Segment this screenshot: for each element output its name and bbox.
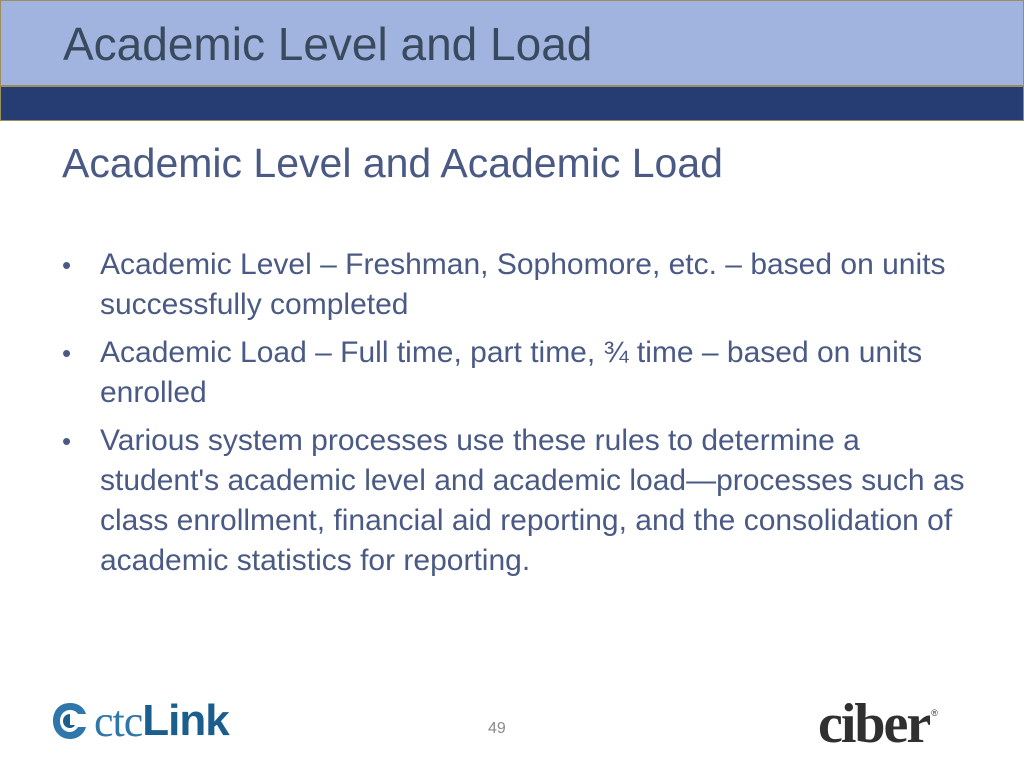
slide-title: Academic Level and Load (63, 18, 593, 70)
bullet-text: Academic Level – Freshman, Sophomore, etc. – based on units successfully completed (100, 248, 946, 321)
bullet-icon: • (62, 426, 72, 456)
ciber-logo (818, 692, 938, 755)
bullet-item (62, 333, 967, 413)
bullet-item (62, 245, 967, 325)
title-accent-bar (0, 85, 1024, 121)
bullet-icon: • (62, 250, 72, 280)
registered-mark: ® (931, 708, 938, 718)
ctclink-logo-prefix: ctc (94, 696, 143, 746)
bullet-list (62, 245, 967, 589)
bullet-text: Academic Load – Full time, part time, ¾ time – based on units enrolled (100, 336, 923, 409)
ciber-logo-text: ciber (818, 693, 930, 755)
slide-subtitle: Academic Level and Academic Load (62, 140, 723, 186)
ctclink-swirl-icon (50, 699, 90, 743)
page-number: 49 (488, 720, 506, 737)
ctclink-logo-suffix: Link (142, 696, 229, 745)
bullet-item (62, 421, 967, 581)
bullet-icon: • (62, 338, 72, 368)
ctclink-logo (50, 695, 229, 747)
title-band (0, 0, 1024, 85)
bullet-text: Various system processes use these rules to determine a student's academic level and academic load—processes such as class enrollment, financial aid reporting, and the consolidation of academic statistics for reporting. (100, 424, 965, 577)
